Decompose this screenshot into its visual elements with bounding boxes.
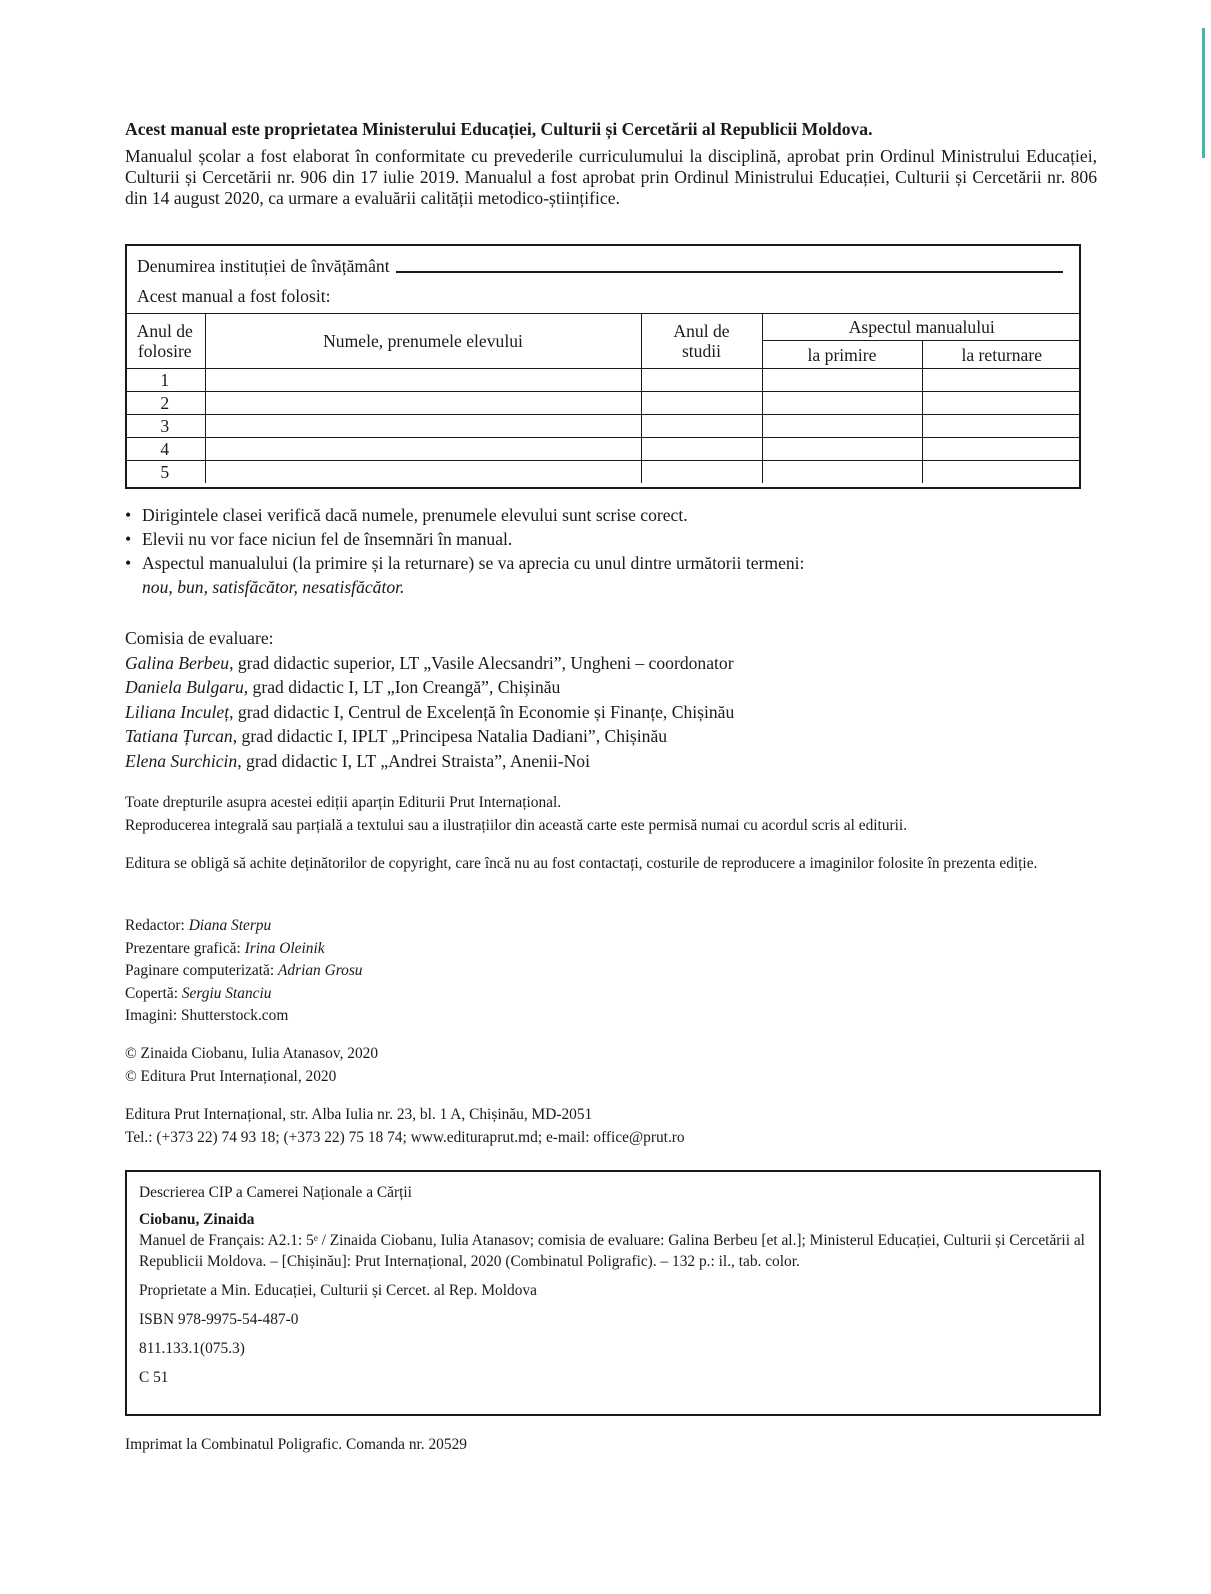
year-of-study-cell[interactable] bbox=[641, 461, 762, 484]
copyright-obligation: Editura se obligă să achite deținătorilor de copyright, care încă nu au fost contactați, costurile de reproducere a imaginilor folosite în prezenta ediție. bbox=[125, 855, 1038, 872]
credit-role: Copertă: bbox=[125, 984, 182, 1002]
student-name-cell[interactable] bbox=[205, 438, 641, 461]
credit-name: Irina Oleinik bbox=[244, 939, 325, 957]
receipt-condition-cell[interactable] bbox=[762, 438, 922, 461]
row-number: 1 bbox=[125, 369, 205, 392]
receipt-condition-cell[interactable] bbox=[762, 461, 922, 484]
receipt-condition-cell[interactable] bbox=[762, 392, 922, 415]
credit-name: Diana Sterpu bbox=[188, 917, 272, 934]
return-condition-cell[interactable] bbox=[922, 415, 1081, 438]
commission-heading: Comisia de evaluare: bbox=[125, 628, 274, 648]
col-on-receipt: la primire bbox=[762, 341, 922, 369]
note-bullet: • Dirigintele clasei verifică dacă numele, prenumele elevului sunt scrise corect. bbox=[125, 503, 804, 527]
copyright-block bbox=[125, 1043, 378, 1088]
commission-member bbox=[125, 675, 734, 700]
table-row bbox=[125, 461, 1081, 484]
commission-member bbox=[125, 749, 734, 774]
member-detail: , grad didactic I, LT „Andrei Straista”, Anenii-Noi bbox=[237, 750, 590, 771]
student-name-cell[interactable] bbox=[205, 369, 641, 392]
usage-table bbox=[125, 313, 1081, 483]
credit-role: Redactor: bbox=[125, 917, 189, 934]
member-name: Galina Berbeu bbox=[125, 652, 230, 673]
cip-description-box bbox=[125, 1170, 1101, 1416]
credit-line bbox=[125, 960, 363, 983]
return-condition-cell[interactable] bbox=[922, 461, 1081, 484]
cip-description: Manuel de Français: A2.1: 5ᵉ / Zinaida Ciobanu, Iulia Atanasov; comisia de evaluare: Galina Berbeu [et al.]; Ministerul Educației, Culturii și Cercetării al Republicii Moldova. – [Chișinău]: Prut Internațional, 2020 (Combinatul Poligrafic). – 132 p.: il., tab. color. bbox=[139, 1232, 1085, 1270]
institution-fill-line[interactable] bbox=[396, 270, 1063, 273]
credits-list bbox=[125, 915, 363, 1028]
member-name: Tatiana Țurcan bbox=[125, 726, 233, 746]
return-condition-cell[interactable] bbox=[922, 392, 1081, 415]
credit-line bbox=[125, 915, 363, 938]
row-number: 2 bbox=[125, 392, 205, 415]
property-notice: Acest manual este proprietatea Ministerului Educației, Culturii și Cercetării al Republicii Moldova. bbox=[125, 119, 873, 139]
page-edge-accent bbox=[1202, 28, 1205, 158]
note-bullet: • Aspectul manualului (la primire și la returnare) se va aprecia cu unul dintre următorii termeni: bbox=[125, 551, 804, 575]
note-bullet: • Elevii nu vor face niciun fel de însemnări în manual. bbox=[125, 527, 804, 551]
member-detail: , grad didactic I, LT „Ion Creangă”, Chișinău bbox=[243, 677, 561, 697]
rights-line: Toate drepturile asupra acestei ediții aparțin Editurii Prut Internațional. bbox=[125, 794, 562, 811]
col-on-return: la returnare bbox=[922, 341, 1081, 369]
cip-title: Descrierea CIP a Camerei Naționale a Cărții bbox=[139, 1184, 412, 1201]
row-number: 3 bbox=[125, 415, 205, 438]
table-row bbox=[125, 415, 1081, 438]
approval-text: Manualul școlar a fost elaborat în conformitate cu prevederile curriculumului la disciplină, aprobat prin Ordinul Ministrului Educației, Culturii și Cercetării nr. 906 din 17 iulie 2019. Manualul a fost aprobat prin Ordinul Ministrului Educației, Culturii și Cercetării nr. 806 din 14 august 2020, ca urmare a evaluării calității metodico-științifice. bbox=[125, 146, 1097, 208]
used-label: Acest manual a fost folosit: bbox=[137, 286, 331, 306]
publisher-contact: Tel.: (+373 22) 74 93 18; (+373 22) 75 18 74; www.edituraprut.md; e-mail: office@prut.ro bbox=[125, 1128, 685, 1146]
col-year-of-study: Anul de studii bbox=[641, 314, 762, 369]
commission-member bbox=[125, 651, 734, 676]
publisher-address: Editura Prut Internațional, str. Alba Iulia nr. 23, bl. 1 A, Chișinău, MD-2051 bbox=[125, 1106, 593, 1123]
institution-label: Denumirea instituției de învățământ bbox=[137, 256, 390, 276]
commission-member bbox=[125, 700, 734, 725]
member-detail: , grad didactic superior, LT „Vasile Alecsandri”, Ungheni – coordonator bbox=[229, 652, 734, 673]
commission-member bbox=[125, 724, 734, 749]
table-row bbox=[125, 369, 1081, 392]
col-student-name: Numele, prenumele elevului bbox=[205, 314, 641, 369]
intro-block bbox=[125, 119, 1097, 209]
row-number: 5 bbox=[125, 461, 205, 484]
credit-role: Prezentare grafică: bbox=[125, 939, 245, 957]
member-name: Liliana Inculeț bbox=[125, 701, 230, 722]
student-name-cell[interactable] bbox=[205, 392, 641, 415]
return-condition-cell[interactable] bbox=[922, 369, 1081, 392]
receipt-condition-cell[interactable] bbox=[762, 415, 922, 438]
member-name: Daniela Bulgaru bbox=[125, 677, 244, 697]
student-name-cell[interactable] bbox=[205, 415, 641, 438]
member-detail: , grad didactic I, IPLT „Principesa Natalia Dadiani”, Chișinău bbox=[232, 726, 668, 746]
row-number: 4 bbox=[125, 438, 205, 461]
member-name: Elena Surchicin bbox=[125, 750, 238, 771]
member-detail: , grad didactic I, Centrul de Excelență în Economie și Finanțe, Chișinău bbox=[229, 701, 735, 722]
usage-notes bbox=[125, 503, 804, 599]
condition-terms: nou, bun, satisfăcător, nesatisfăcător. bbox=[142, 577, 405, 597]
return-condition-cell[interactable] bbox=[922, 438, 1081, 461]
cip-isbn: ISBN 978-9975-54-487-0 bbox=[139, 1311, 299, 1328]
credit-role: Paginare computerizată: bbox=[125, 962, 278, 979]
receipt-condition-cell[interactable] bbox=[762, 369, 922, 392]
credit-role: Imagini: Shutterstock.com bbox=[125, 1007, 289, 1024]
year-of-study-cell[interactable] bbox=[641, 438, 762, 461]
usage-record-form bbox=[125, 244, 1081, 489]
copyright-line: © Zinaida Ciobanu, Iulia Atanasov, 2020 bbox=[125, 1045, 379, 1062]
year-of-study-cell[interactable] bbox=[641, 369, 762, 392]
year-of-study-cell[interactable] bbox=[641, 415, 762, 438]
copyright-line: © Editura Prut Internațional, 2020 bbox=[125, 1067, 337, 1085]
rights-line: Reproducerea integrală sau parțială a textului sau a ilustrațiilor din această carte este permisă numai cu acordul scris al editurii. bbox=[125, 816, 908, 834]
credit-name: Adrian Grosu bbox=[277, 962, 363, 979]
col-year-of-use: Anul de folosire bbox=[125, 314, 205, 369]
publisher-block bbox=[125, 1104, 685, 1149]
student-name-cell[interactable] bbox=[205, 461, 641, 484]
year-of-study-cell[interactable] bbox=[641, 392, 762, 415]
cip-author: Ciobanu, Zinaida bbox=[139, 1211, 255, 1228]
credit-line bbox=[125, 1005, 363, 1028]
institution-row bbox=[137, 256, 1063, 277]
cip-udc: 811.133.1(075.3) bbox=[139, 1340, 245, 1357]
rights-notice bbox=[125, 792, 907, 837]
cip-code: C 51 bbox=[139, 1369, 169, 1386]
cip-property: Proprietate a Min. Educației, Culturii și Cercet. al Rep. Moldova bbox=[139, 1282, 537, 1299]
credit-line bbox=[125, 983, 363, 1006]
printing-note: Imprimat la Combinatul Poligrafic. Comanda nr. 20529 bbox=[125, 1436, 467, 1453]
table-row bbox=[125, 438, 1081, 461]
credit-line bbox=[125, 938, 363, 961]
table-row bbox=[125, 392, 1081, 415]
col-condition: Aspectul manualului bbox=[762, 314, 1081, 341]
credit-name: Sergiu Stanciu bbox=[181, 984, 272, 1002]
evaluation-commission bbox=[125, 626, 734, 773]
